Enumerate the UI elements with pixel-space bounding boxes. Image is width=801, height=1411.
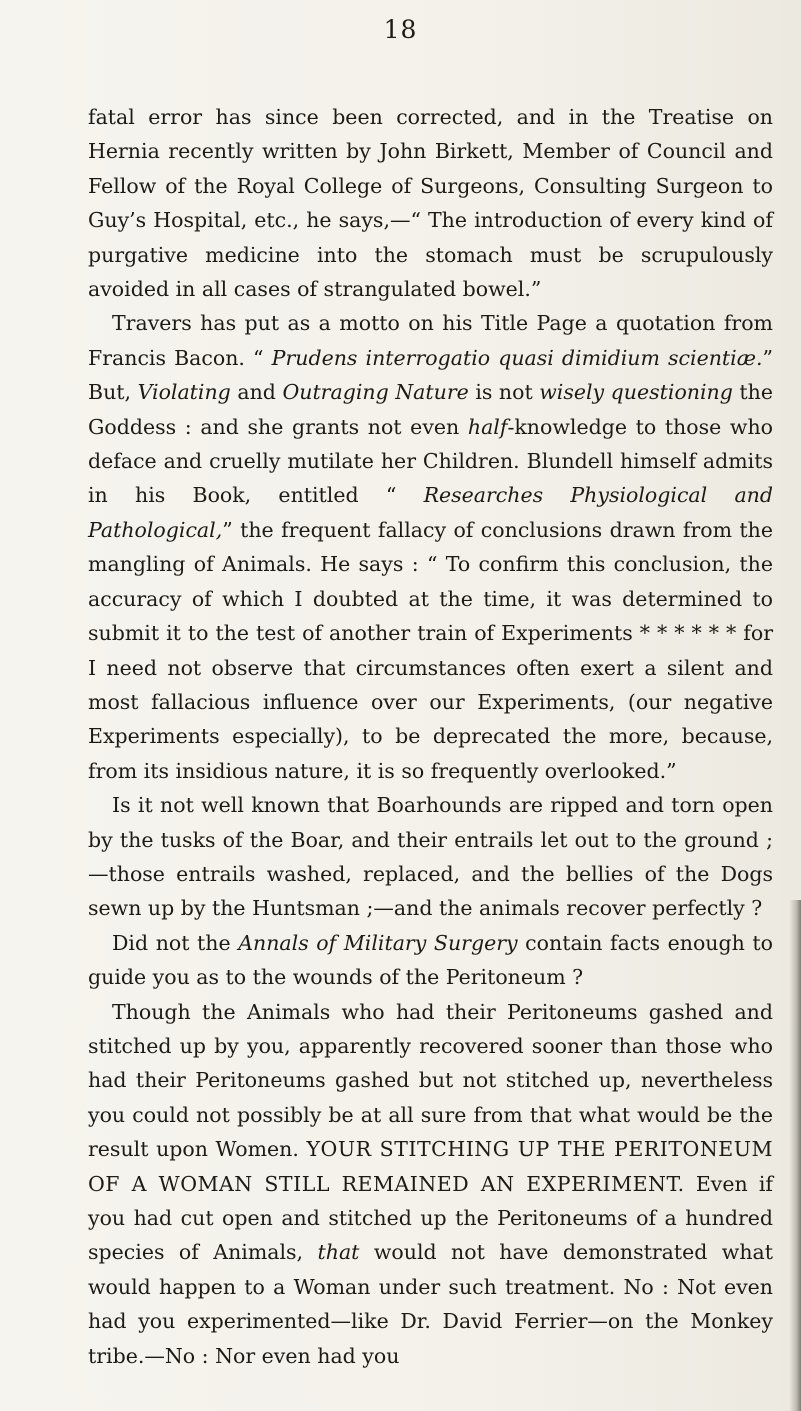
- italic-text: Violating: [137, 380, 231, 405]
- italic-text: half: [467, 414, 508, 439]
- paragraph: [88, 100, 773, 306]
- italic-text: Researches Physiological and Pathological,: [88, 483, 773, 542]
- text-segment: ” the frequent fallacy of conclusions drawn from the mangling of Animals. He says : “ To confirm this conclusion, the accuracy of which I doubted at the time, it was determined to submit it to the test of another train of Experiments * * * * * * for I need not observe that circumstances often exert a silent and most fallacious influence over our Experiments, (our negative Experiments especially), to be deprecated the more, because, from its insidious nature, it is so frequently overlooked.”: [88, 517, 773, 783]
- text-segment: is not: [468, 380, 540, 405]
- paragraph: [88, 995, 773, 1373]
- italic-text: Annals of Military Surgery: [238, 930, 518, 955]
- text-segment: -knowledge to those who deface and cruelly mutilate her Children. Blundell himself admits in his Book, entitled “: [88, 414, 773, 508]
- text-segment: Though the Animals who had their Peritoneums gashed and stitched up by you, apparently recovered sooner than those who had their Peritoneums gashed but not stitched up, nevertheless you could not possibly be at all sure from that what would be the result upon Women.: [88, 999, 773, 1162]
- page-edge-shadow: [789, 900, 801, 1411]
- italic-text: that: [317, 1240, 360, 1265]
- text-segment: Travers has put as a motto on his Title Page a quotation from Francis Bacon. “: [88, 311, 773, 370]
- paragraph: [88, 306, 773, 788]
- page-number: 18: [383, 15, 418, 44]
- italic-text: wisely questioning: [539, 380, 733, 405]
- text-segment: ” But,: [88, 345, 773, 405]
- text-segment: fatal error has since been corrected, and in the Treatise on Hernia recently written by John Birkett, Member of Council and Fellow of the Royal College of Surgeons, Consulting Surgeon to Guy’s Hospital, etc., he says,—“ The introduction of every kind of purgative medicine into the stomach must be scrupulously avoided in all cases of strangulated bowel.”: [88, 105, 773, 302]
- text-segment: Did not the: [112, 930, 239, 955]
- italic-text: Outraging Nature: [282, 380, 469, 405]
- text-segment: Is it not well known that Boarhounds are ripped and torn open by the tusks of the Boar, and their entrails let out to the ground ;—those entrails washed, replaced, and the bellies of the Dogs sewn up by the Huntsman ;—and the animals recover perfectly ?: [88, 793, 773, 921]
- italic-text: Prudens interrogatio quasi dimidium scientiæ.: [271, 345, 763, 370]
- text-segment: contain facts enough to guide you as to the wounds of the Peritoneum ?: [88, 930, 773, 990]
- text-segment: Even if you had cut open and stitched up the Peritoneums of a hundred species of Animals,: [88, 1171, 773, 1265]
- paragraph: [88, 926, 773, 995]
- text-segment: and: [230, 380, 283, 405]
- body-text: [88, 100, 773, 1373]
- text-segment: the Goddess : and she grants not even: [88, 380, 773, 439]
- capitalized-text: YOUR STITCHING UP THE PERITONEUM OF A WOMAN STILL REMAINED AN EXPERIMENT.: [88, 1137, 773, 1196]
- paragraph: [88, 788, 773, 926]
- text-segment: would not have demonstrated what would happen to a Woman under such treatment. No : Not even had you experimented—like Dr. David Ferrier—on the Monkey tribe.—No : Nor even had you: [88, 1240, 773, 1368]
